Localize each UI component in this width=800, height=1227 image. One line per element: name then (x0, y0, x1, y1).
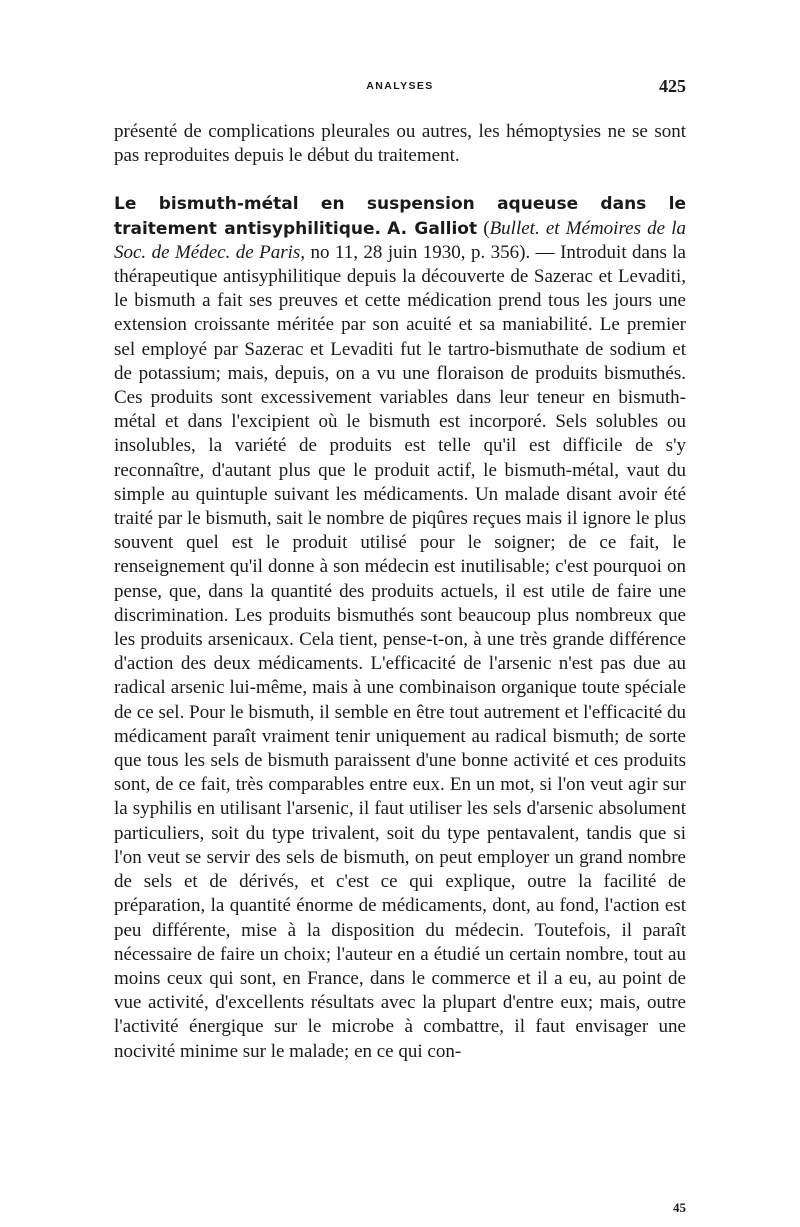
source-open-paren: ( (483, 217, 490, 239)
document-page (114, 76, 686, 1216)
continuation-paragraph: présenté de complications pleurales ou autres, les hémoptysies ne se sont pas reproduites depuis le début du traitement. (114, 121, 686, 167)
review-title: Le bismuth-métal en suspension aqueuse dans le traitement antisyphilitique. (114, 194, 686, 239)
running-title: ANALYSES (366, 80, 434, 92)
review-citation: no 11, 28 juin 1930, p. 356). (305, 241, 531, 263)
review-source: Bullet. et Mémoires de la Soc. de Médec. de Paris, (114, 217, 686, 263)
body-text (114, 120, 686, 1064)
running-head (114, 76, 686, 102)
review-author: A. Galliot (387, 218, 478, 239)
review-body: — Introduit dans la thérapeutique antisyphilitique depuis la découverte de Sazerac et Levaditi, le bismuth a fait ses preuves et cette médication prend tous les jours une extension croissante méritée par son acuité et sa maniabilité. Le premier sel employé par Sazerac et Levaditi fut le tartro-bismuthate de sodium et de potassium; mais, depuis, on a vu une floraison de produits bismuthés. Ces produits sont excessivement variables dans leur teneur en bismuth-métal et dans l'excipient où le bismuth est incorporé. Sels solubles ou insolubles, la variété de produits est telle qu'il est difficile de s'y reconnaître, d'autant plus que le produit actif, le bismuth-métal, vaut du simple au quintuple suivant les médicaments. Un malade disant avoir été traité par le bismuth, sait le nombre de piqûres reçues mais il ignore le plus souvent quel est le produit utilisé pour le soigner; de ce fait, le renseignement qu'il donne à son médecin est inutilisable; c'est pourquoi on pense, que, dans la quantité des produits actuels, il est utile de faire une discrimination. Les produits bismuthés sont beaucoup plus nombreux que les produits arsenicaux. Cela tient, pense-t-on, à une très grande différence d'action des deux médicaments. L'efficacité de l'arsenic n'est pas due au radical arsenic lui-même, mais à une combinaison organique toute spéciale de ce sel. Pour le bismuth, il semble en être tout autrement et l'efficacité du médicament paraît vraiment tenir uniquement au radical bismuth; de sorte que tous les sels de bismuth paraissent d'une bonne activité et ces produits sont, de ce fait, très comparables entre eux. En un mot, si l'on veut agir sur la syphilis en utilisant l'arsenic, il faut utiliser les sels d'arsenic absolument particuliers, soit du type trivalent, soit du type pentavalent, tandis que si l'on veut se servir des sels de bismuth, on peut employer un grand nombre de sels et de dérivés, et c'est ce qui explique, outre la facilité de préparation, la quantité énorme de médicaments, dont, au fond, l'action est peu différente, mise à la disposition du médecin. Toutefois, il paraît nécessaire de faire un choix; l'auteur en a étudié un certain nombre, tout au moins ceux qui sont, en France, dans le commerce et il a eu, au point de vue activité, d'excellents résultats avec la plupart d'entre eux; mais, outre l'activité énergique sur le microbe à combattre, il faut envisager une nocivité minime sur le malade; en ce qui con- (114, 241, 686, 1062)
review-paragraph (114, 192, 686, 1063)
page-number: 425 (659, 76, 686, 96)
signature-mark: 45 (673, 1200, 686, 1215)
